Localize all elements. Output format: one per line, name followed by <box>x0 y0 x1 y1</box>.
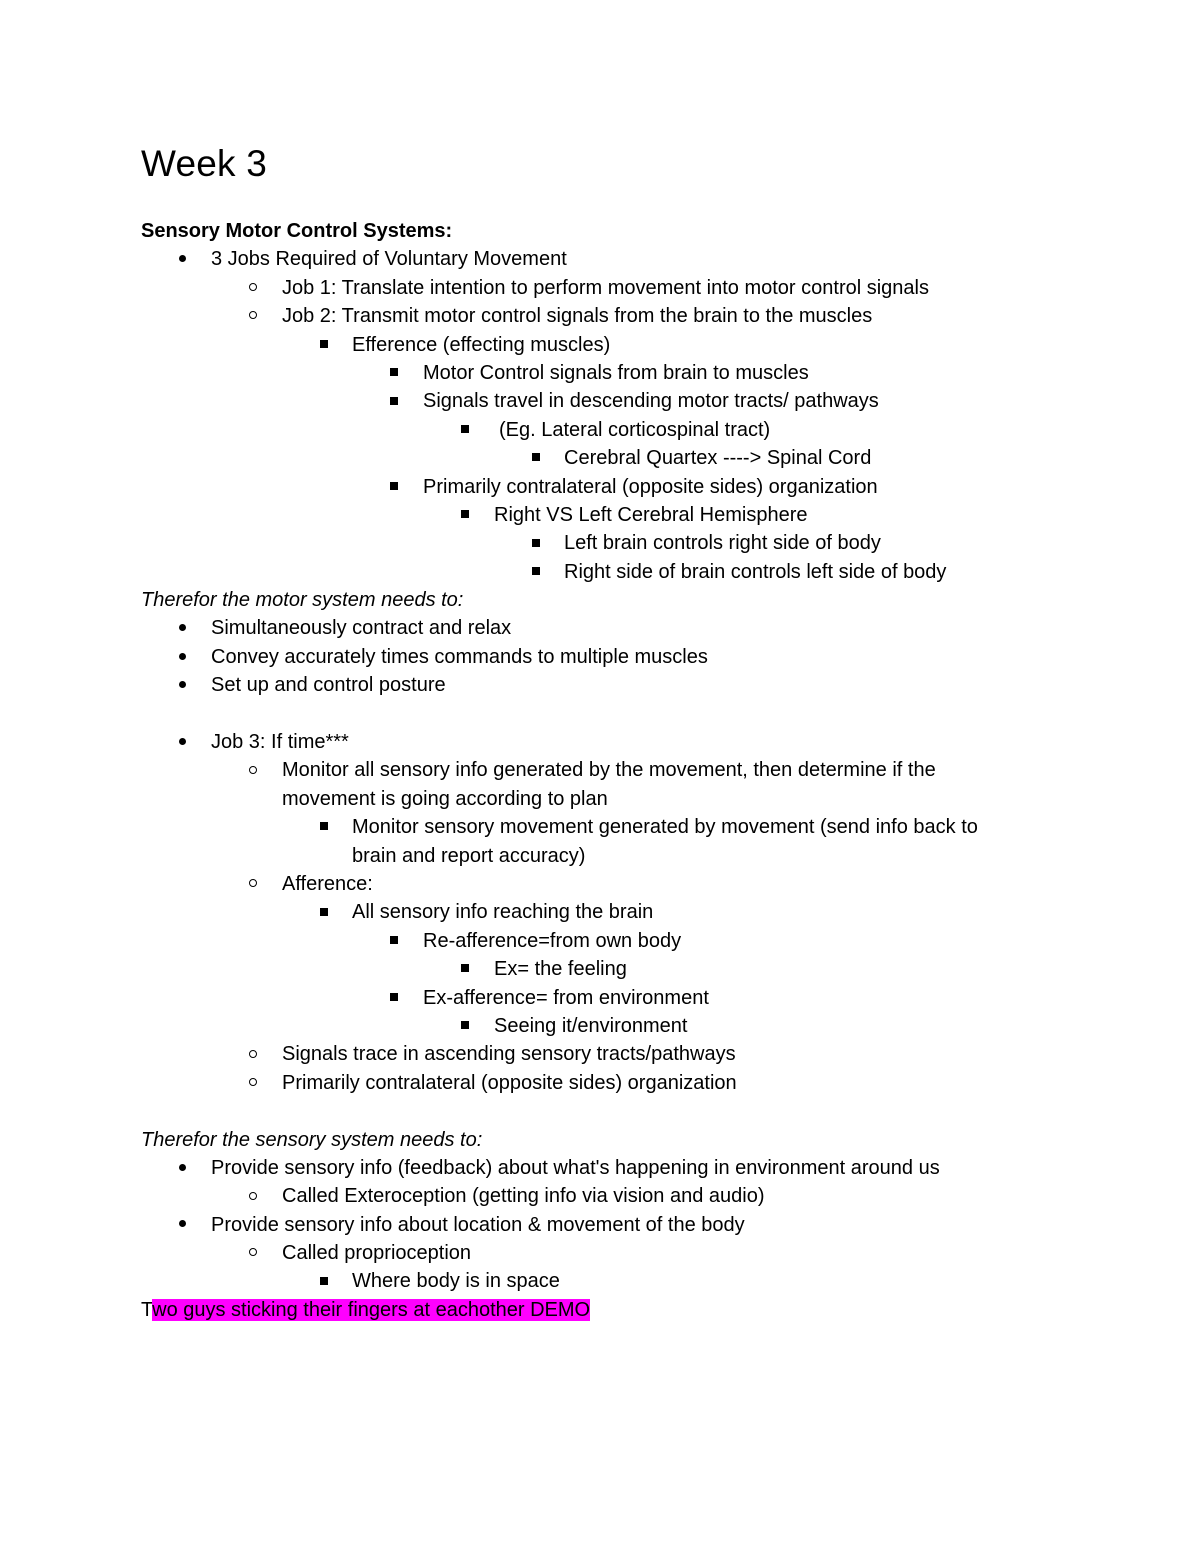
list-item-text: movement is going according to plan <box>282 787 608 810</box>
list-item <box>0 558 1200 586</box>
list-item <box>0 870 1200 898</box>
hollow-bullet-icon <box>246 1182 260 1210</box>
square-bullet-icon <box>458 416 472 444</box>
square-bullet-icon <box>529 558 543 586</box>
list-item <box>0 359 1200 387</box>
sensory-needs-intro: Therefor the sensory system needs to: <box>141 1128 483 1151</box>
section-heading-line <box>0 217 1200 245</box>
motor-needs-intro-line <box>0 586 1200 614</box>
filled-bullet-icon <box>175 671 189 699</box>
square-bullet-icon <box>387 473 401 501</box>
list-item-text: Ex= the feeling <box>494 958 627 981</box>
demo-highlighted-text: wo guys sticking their fingers at eachother DEMO <box>152 1298 591 1321</box>
list-item-text: Seeing it/environment <box>494 1014 688 1037</box>
list-item-text: Ex-afference= from environment <box>423 986 709 1009</box>
list-item <box>0 643 1200 671</box>
list-item <box>0 387 1200 415</box>
list-item <box>0 1012 1200 1040</box>
square-bullet-icon <box>458 501 472 529</box>
list-item-text: Simultaneously contract and relax <box>211 617 512 640</box>
list-item <box>0 1154 1200 1182</box>
list-item <box>0 955 1200 983</box>
list-item <box>0 331 1200 359</box>
list-item-text: Right side of brain controls left side of body <box>564 560 947 583</box>
demo-text <box>141 1296 590 1324</box>
section-heading: Sensory Motor Control Systems: <box>141 220 453 242</box>
list-item <box>0 671 1200 699</box>
list-item-text: Job 2: Transmit motor control signals from the brain to the muscles <box>282 305 873 328</box>
list-item-text: Job 1: Translate intention to perform movement into motor control signals <box>282 276 929 299</box>
hollow-bullet-icon <box>246 1069 260 1097</box>
sensory-needs-intro-line <box>0 1126 1200 1154</box>
square-bullet-icon <box>317 331 331 359</box>
hollow-bullet-icon <box>246 870 260 898</box>
list-item-text: Where body is in space <box>352 1270 560 1293</box>
list-item-text: Called proprioception <box>282 1242 472 1265</box>
list-item <box>0 756 1200 784</box>
filled-bullet-icon <box>175 1211 189 1239</box>
demo-line <box>0 1296 1200 1324</box>
list-item-text: Monitor all sensory info generated by the movement, then determine if the <box>282 759 936 782</box>
list-item <box>0 1040 1200 1068</box>
list-item-text: Job 3: If time*** <box>211 731 349 754</box>
square-bullet-icon <box>387 387 401 415</box>
square-bullet-icon <box>387 927 401 955</box>
list-item <box>0 302 1200 330</box>
list-item-text: Convey accurately times commands to multiple muscles <box>211 645 708 668</box>
filled-bullet-icon <box>175 614 189 642</box>
list-item-text: Efference (effecting muscles) <box>352 333 611 356</box>
list-item <box>0 1267 1200 1295</box>
list-item <box>0 927 1200 955</box>
square-bullet-icon <box>387 359 401 387</box>
demo-first-letter: T <box>141 1298 153 1321</box>
filled-bullet-icon <box>175 728 189 756</box>
list-item <box>0 1239 1200 1267</box>
list-item <box>0 473 1200 501</box>
square-bullet-icon <box>387 984 401 1012</box>
list-item <box>0 898 1200 926</box>
list-item-text: Re-afference=from own body <box>423 929 682 952</box>
document-body <box>0 217 1200 1324</box>
list-item <box>0 728 1200 756</box>
list-item-text: Primarily contralateral (opposite sides) organization <box>282 1071 737 1094</box>
list-item-text: Provide sensory info about location & movement of the body <box>211 1213 745 1236</box>
square-bullet-icon <box>529 529 543 557</box>
list-item-text: Set up and control posture <box>211 674 446 697</box>
motor-needs-intro: Therefor the motor system needs to: <box>141 589 464 612</box>
square-bullet-icon <box>458 955 472 983</box>
square-bullet-icon <box>458 1012 472 1040</box>
list-item-text: Cerebral Quartex ----> Spinal Cord <box>564 447 872 470</box>
list-item-text: Left brain controls right side of body <box>564 532 881 555</box>
list-item-text: Monitor sensory movement generated by movement (send info back to <box>352 816 978 839</box>
list-item-continuation <box>0 785 1200 813</box>
list-item-text: Signals trace in ascending sensory tracts/pathways <box>282 1043 736 1066</box>
list-item <box>0 614 1200 642</box>
hollow-bullet-icon <box>246 274 260 302</box>
list-item-text: Called Exteroception (getting info via vision and audio) <box>282 1185 765 1208</box>
list-item <box>0 416 1200 444</box>
list-item-text: Provide sensory info (feedback) about what's happening in environment around us <box>211 1156 940 1179</box>
hollow-bullet-icon <box>246 302 260 330</box>
square-bullet-icon <box>317 813 331 841</box>
list-item <box>0 529 1200 557</box>
list-item <box>0 245 1200 273</box>
blank-line <box>0 1097 1200 1125</box>
list-item-text: 3 Jobs Required of Voluntary Movement <box>211 248 567 271</box>
filled-bullet-icon <box>175 245 189 273</box>
blank-line <box>0 700 1200 728</box>
list-item-text: Afference: <box>282 872 373 895</box>
hollow-bullet-icon <box>246 1040 260 1068</box>
page-title: Week 3 <box>141 143 267 184</box>
list-item-text: brain and report accuracy) <box>352 844 586 867</box>
hollow-bullet-icon <box>246 1239 260 1267</box>
list-item <box>0 444 1200 472</box>
list-item <box>0 1069 1200 1097</box>
list-item <box>0 501 1200 529</box>
hollow-bullet-icon <box>246 756 260 784</box>
list-item-text: Motor Control signals from brain to muscles <box>423 361 809 384</box>
square-bullet-icon <box>317 898 331 926</box>
filled-bullet-icon <box>175 643 189 671</box>
list-item-text: Primarily contralateral (opposite sides) organization <box>423 475 878 498</box>
list-item-text: Right VS Left Cerebral Hemisphere <box>494 503 808 526</box>
list-item-text: All sensory info reaching the brain <box>352 901 654 924</box>
list-item-text: (Eg. Lateral corticospinal tract) <box>499 418 771 441</box>
list-item <box>0 274 1200 302</box>
list-item-continuation <box>0 842 1200 870</box>
square-bullet-icon <box>529 444 543 472</box>
list-item <box>0 984 1200 1012</box>
list-item <box>0 1182 1200 1210</box>
filled-bullet-icon <box>175 1154 189 1182</box>
list-item <box>0 1211 1200 1239</box>
list-item <box>0 813 1200 841</box>
list-item-text: Signals travel in descending motor tracts/ pathways <box>423 390 879 413</box>
square-bullet-icon <box>317 1267 331 1295</box>
